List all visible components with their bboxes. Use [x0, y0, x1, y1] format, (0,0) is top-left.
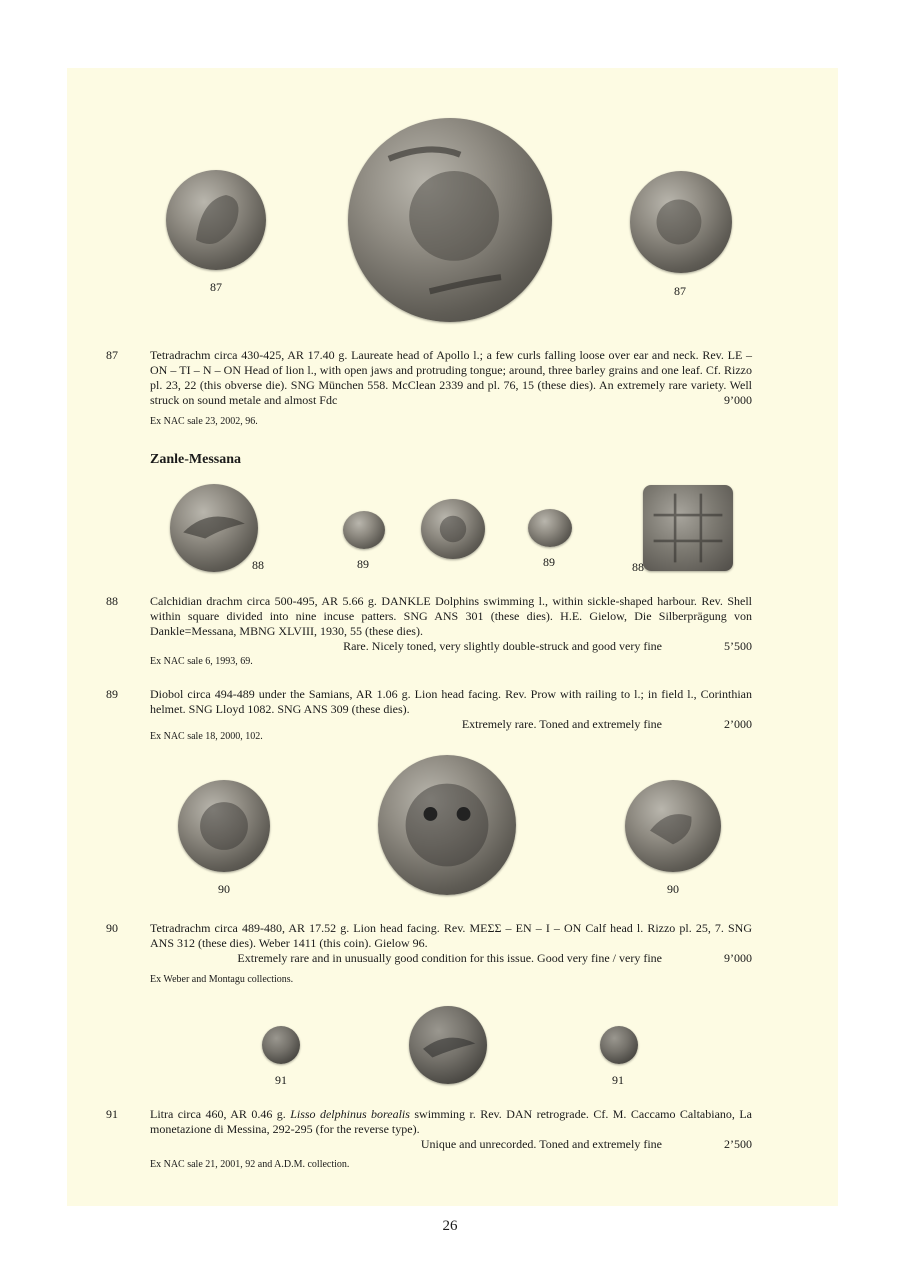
- coin-label: 91: [612, 1073, 624, 1087]
- lot-grade: Unique and unrecorded. Toned and extremely fine: [420, 1137, 662, 1151]
- lot-text: swimming r. Rev. DAN retrograde. Cf. M. Caccamo Caltabiano, La monetazione di Messina, 292-295 (for the reverse type).: [150, 1107, 752, 1136]
- lot-provenance: Ex NAC sale 21, 2001, 92 and A.D.M. collection.: [150, 1159, 350, 1170]
- coin-91-enlarged-image: [409, 1006, 487, 1084]
- lot-description: [150, 348, 752, 408]
- lot-provenance: Ex NAC sale 23, 2002, 96.: [150, 416, 258, 427]
- lot-text: Diobol circa 494-489 under the Samians, AR 1.06 g. Lion head facing. Rev. Prow with railing to l.; in field l., Corinthian helmet. SNG Lloyd 1082. SNG ANS 309 (these dies).: [150, 687, 752, 716]
- coin-88-obverse-image: [170, 484, 258, 572]
- coin-label: 91: [275, 1073, 287, 1087]
- lot-description: [150, 1107, 752, 1152]
- coin-87-reverse-image: [630, 171, 732, 273]
- coin-89-obverse-enlarged-image: [421, 499, 485, 559]
- lot-price: 2’000: [724, 717, 752, 731]
- coin-label: 87: [210, 280, 222, 294]
- lot-number: 90: [106, 921, 118, 935]
- coin-88-reverse-image: [643, 485, 733, 571]
- lot-grade: Extremely rare and in unusually good condition for this issue. Good very fine / very fine: [237, 951, 662, 965]
- coin-90-obverse-image: [178, 780, 270, 872]
- lot-description: [150, 687, 752, 732]
- lot-text: Tetradrachm circa 430-425, AR 17.40 g. Laureate head of Apollo l.; a few curls falling loose over ear and neck. Rev. LE – ON – TI – N – ON Head of lion l., with open jaws and protruding tongue; around, three barley grains and one leaf. Cf. Rizzo pl. 23, 22 (this obverse die). SNG München 558. McClean 2339 and pl. 76, 15 (these dies). An extremely rare variety. Well struck on sound metale and almost Fdc: [150, 348, 752, 407]
- lot-number: 87: [106, 348, 118, 362]
- coin-91-reverse-small-image: [600, 1026, 638, 1064]
- lot-text: Litra circa 460, AR 0.46 g.: [150, 1107, 291, 1121]
- lot-text: Tetradrachm circa 489-480, AR 17.52 g. Lion head facing. Rev. ΜΕΣΣ – ΕΝ – Ι – ΟΝ Calf head l. Rizzo pl. 25, 7. SNG ANS 312 (these dies). Weber 1411 (this coin). Gielow 96.: [150, 921, 752, 950]
- coin-90-enlarged-image: [378, 755, 516, 895]
- lot-price: 9’000: [724, 951, 752, 965]
- lot-grade: Extremely rare. Toned and extremely fine: [461, 717, 662, 731]
- lot-description: [150, 921, 752, 966]
- coin-label: 90: [218, 882, 230, 896]
- coin-89-obverse-small-image: [343, 511, 385, 549]
- coin-label: 90: [667, 882, 679, 896]
- coin-label: 88: [632, 560, 644, 574]
- lot-description: [150, 594, 752, 654]
- page-number: 26: [442, 1218, 458, 1234]
- lot-text: Calchidian drachm circa 500-495, AR 5.66 g. DANKLE Dolphins swimming l., within sickle-shaped harbour. Rev. Shell within square divided into nine incuse patters. SNG ANS 301 (these dies). H.E. Gielow, Die Silberprägung von Dankle=Messana, MBNG XLVIII, 1930, 55 (these dies).: [150, 594, 752, 638]
- lot-number: 91: [106, 1107, 118, 1121]
- coin-label: 89: [357, 557, 369, 571]
- coin-87-obverse-image: [166, 170, 266, 270]
- coin-label: 87: [674, 284, 686, 298]
- coin-label: 88: [252, 558, 264, 572]
- lot-grade: Rare. Nicely toned, very slightly double-struck and good very fine: [343, 639, 662, 653]
- lot-provenance: Ex Weber and Montagu collections.: [150, 974, 294, 985]
- lot-number: 89: [106, 687, 118, 701]
- coin-89-reverse-small-image: [528, 509, 572, 547]
- lot-provenance: Ex NAC sale 18, 2000, 102.: [150, 731, 263, 742]
- lot-text-italic: Lisso delphinus borealis: [290, 1107, 410, 1121]
- lot-number: 88: [106, 594, 118, 608]
- coin-91-obverse-small-image: [262, 1026, 300, 1064]
- lot-provenance: Ex NAC sale 6, 1993, 69.: [150, 656, 253, 667]
- lot-price: 5’500: [724, 639, 752, 653]
- coin-90-reverse-image: [625, 780, 721, 872]
- coin-label: 89: [543, 555, 555, 569]
- section-heading: Zanle-Messana: [150, 452, 241, 467]
- lot-price: 2’500: [724, 1137, 752, 1151]
- lot-price: 9’000: [724, 393, 752, 407]
- coin-87-enlarged-image: [348, 118, 552, 322]
